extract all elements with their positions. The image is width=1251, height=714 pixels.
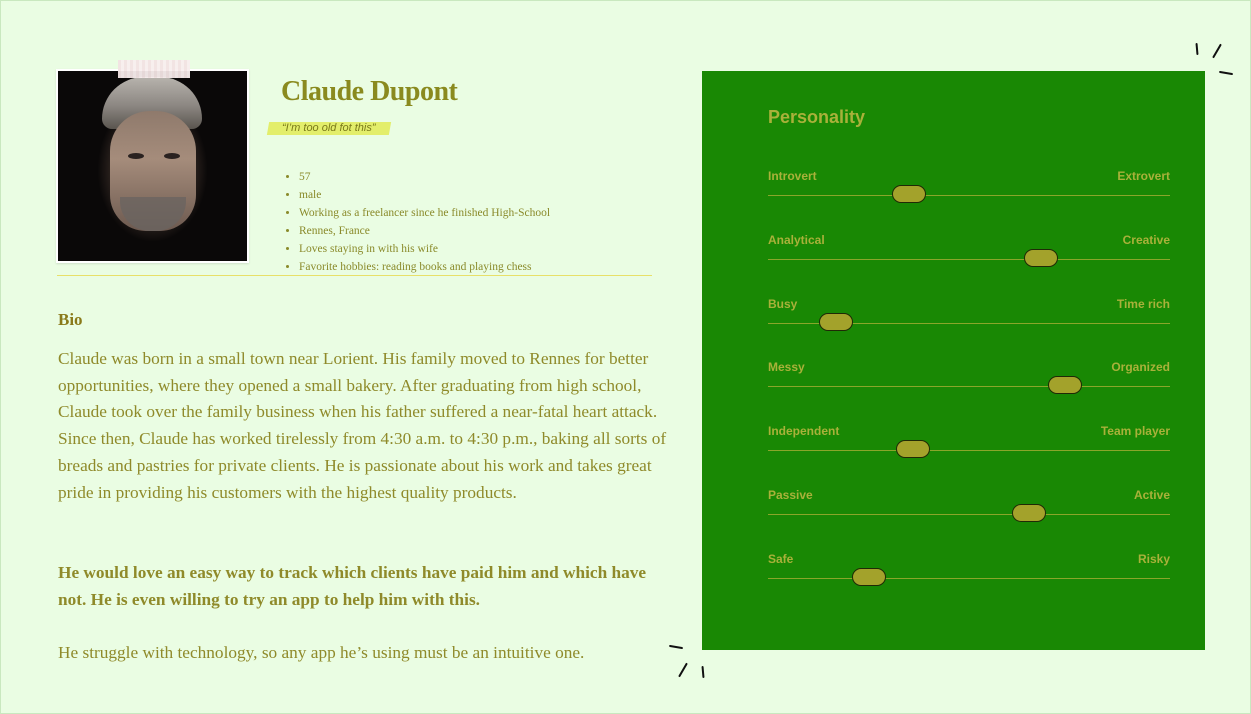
- trait-slider-independent-teamplayer: [768, 424, 1170, 464]
- trait-slider-safe-risky: [768, 552, 1170, 592]
- trait-left-label: Analytical: [768, 233, 825, 247]
- trait-left-label: Busy: [768, 297, 798, 311]
- trait-slider-analytical-creative: [768, 233, 1170, 273]
- fact-item: • Working as a freelancer since he finished High-School: [299, 204, 550, 222]
- trait-left-label: Safe: [768, 552, 794, 566]
- trait-right-label: Organized: [1111, 360, 1170, 374]
- slider-thumb[interactable]: [896, 440, 930, 458]
- fact-item: • male: [299, 186, 550, 204]
- trait-left-label: Independent: [768, 424, 840, 438]
- trait-slider-messy-organized: [768, 360, 1170, 400]
- bio-constraint-paragraph: He struggle with technology, so any app he’s using must be an intuitive one.: [58, 643, 585, 662]
- trait-right-label: Active: [1133, 488, 1170, 502]
- fact-item: • Favorite hobbies: reading books and playing chess: [299, 258, 550, 276]
- personality-panel: [702, 71, 1205, 650]
- trait-right-label: Risky: [1137, 552, 1170, 566]
- slider-track: [768, 514, 1170, 515]
- trait-left-label: Messy: [768, 360, 805, 374]
- slider-thumb[interactable]: [1048, 376, 1082, 394]
- fact-item: • Rennes, France: [299, 222, 550, 240]
- persona-facts-list: [287, 168, 550, 276]
- slider-thumb[interactable]: [819, 313, 853, 331]
- header-divider: [57, 275, 652, 276]
- profile-photo: [56, 69, 249, 263]
- portrait-image: [58, 71, 247, 261]
- slider-track: [768, 259, 1170, 260]
- trait-slider-busy-timerich: [768, 297, 1170, 337]
- fact-item: • 57: [299, 168, 550, 186]
- bio-paragraph: Claude was born in a small town near Lorient. His family moved to Rennes for better opportunities, where they opened a small bakery. After graduating from high school, Claude took over the family business when his father suffered a near-fatal heart attack. Since then, Claude has worked tirelessly from 4:30 a.m. to 4:30 p.m., baking all sorts of breads and pastries for private clients. He is passionate about his work and takes great pride in providing his customers with the highest quality products.: [58, 349, 667, 502]
- bio-goal-paragraph: He would love an easy way to track which clients have paid him and which have not. He is even willing to try an app to help him with this.: [58, 563, 647, 609]
- persona-quote: “I’m too old fot this”: [267, 122, 391, 135]
- trait-left-label: Introvert: [768, 169, 817, 183]
- trait-slider-introvert-extrovert: [768, 169, 1170, 209]
- slider-track: [768, 450, 1170, 451]
- slider-track: [768, 578, 1170, 579]
- trait-left-label: Passive: [768, 488, 813, 502]
- trait-right-label: Creative: [1122, 233, 1170, 247]
- slider-thumb[interactable]: [852, 568, 886, 586]
- slider-track: [768, 386, 1170, 387]
- trait-right-label: Extrovert: [1117, 169, 1170, 183]
- trait-right-label: Time rich: [1116, 297, 1170, 311]
- fact-item: • Loves staying in with his wife: [299, 240, 550, 258]
- trait-right-label: Team player: [1100, 424, 1170, 438]
- personality-title: Personality: [768, 107, 866, 127]
- persona-name: Claude Dupont: [281, 76, 458, 107]
- slider-thumb[interactable]: [1012, 504, 1046, 522]
- tape-decoration: [118, 60, 190, 78]
- bio-heading: Bio: [58, 310, 83, 329]
- slider-track: [768, 195, 1170, 196]
- slider-thumb[interactable]: [892, 185, 926, 203]
- slider-thumb[interactable]: [1024, 249, 1058, 267]
- trait-slider-passive-active: [768, 488, 1170, 528]
